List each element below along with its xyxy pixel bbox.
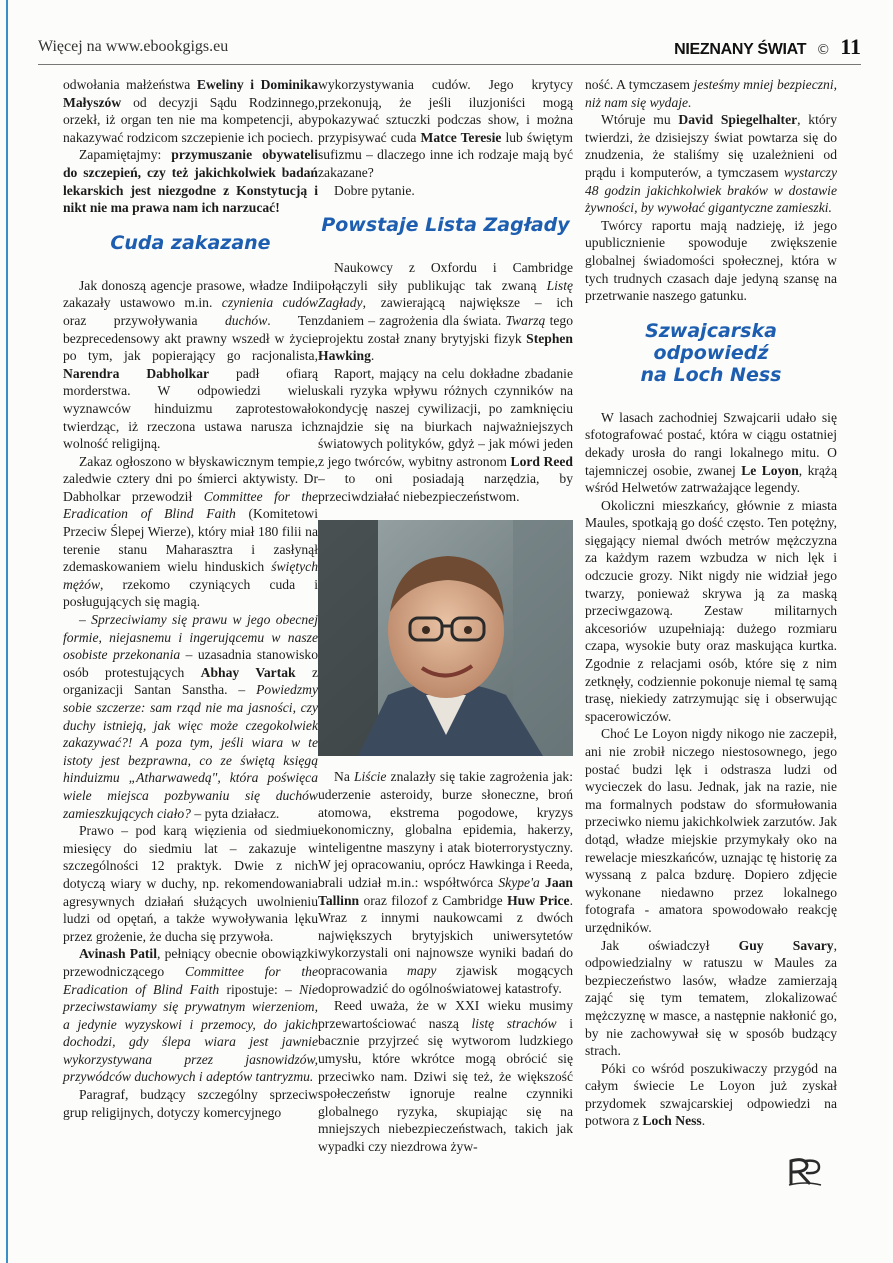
paragraph: Prawo – pod karą więzienia od siedmiu miesięcy do siedmiu lat – zakazuje w szczególności 12 praktyk. Dwie z nich dotyczą wiary w duchy, np. rekomendowania agresywnych działań służących uwolnieniu ludzi od opętań, a także wywoływania lęku przez grożenie, że ducha się przywoła.: [63, 823, 318, 944]
column-1: [63, 76, 318, 1121]
section-heading: [585, 320, 837, 386]
paragraph: Wtóruje mu David Spiegelhalter, który twierdzi, że dzisiejszy świat powtarza się do znudzenia, że staliśmy się uzależnieni od prądu i komputerów, a tymczasem wystarczy 48 godzin jakichkolwiek braków w dostawie żywności, by wywołać gigantyczne zamieszki.: [585, 112, 837, 216]
paragraph: odwołania małżeństwa Eweliny i Dominika Małyszów od decyzji Sądu Rodzinnego, orzekł, iż organ ten nie ma kompetencji, aby nakazywać rodzicom szczepienie ich pociech.: [63, 77, 318, 145]
header-rule: [38, 64, 861, 65]
page-header: [38, 34, 861, 64]
header-website-text: Więcej na www.ebookgigs.eu: [38, 38, 229, 55]
paragraph: Zakaz ogłoszono w błyskawicznym tempie, zaledwie cztery dni po śmierci aktywisty. Dr Dabholkar przewodził Committee for the Eradication of Blind Faith (Komitetowi Przeciw Ślepej Wierze), który miał 180 filii na terenie stanu Maharasztra i zasłynął zdemaskowaniem wielu hinduskich świętych mężów, rzekomo czyniących cuda i posługujących się magią.: [63, 453, 318, 610]
paragraph: Paragraf, budzący szczególny sprzeciw grup religijnych, dotyczy komercyjnego: [63, 1087, 318, 1120]
header-right: [674, 34, 861, 60]
paragraph: Na Liście znalazły się takie zagrożenia jak: uderzenie asteroidy, burze słoneczne, broń atomowa, ekstrema pogodowe, kryzys ekonomiczny, globalna epidemia, hakerzy, inteligentne maszyny i atak bioterrorystyczny. W jej opracowaniu, oprócz Hawkinga i Reeda, brali udział m.in.: współtwórca Skype'a Jaan Tallinn oraz filozof z Cambridge Huw Price. Wraz z innymi naukowcami z dwóch największych brytyjskich uniwersytetów wykorzystali oni najnowsze wyniki badań do opracowania mapy zjawisk mogących doprowadzić do ogólnoświatowej katastrofy.: [318, 769, 574, 996]
paragraph: W lasach zachodniej Szwajcarii udało się sfotografować postać, która w ciągu ostatniej dekady urosła do rangi lokalnego mitu. O tajemniczej osobie, zwanej Le Loyon, krążą wśród Helwetów zatrważające legendy.: [585, 409, 837, 496]
paragraph: Póki co wśród poszukiwaczy przygód na całym świecie Le Loyon już zyskał przydomek szwajcarskiej odpowiedzi na potwora z Loch Ness.: [585, 1060, 837, 1129]
paragraph: Raport, mający na celu dokładne zbadanie skali ryzyka wpływu różnych czynników na kondycję naszej cywilizacji, po zamknięciu znajdzie się na biurkach najważniejszych światowych polityków, gdyż – jak mówi jeden z jego twórców, wybitny astronom Lord Reed – to oni posiadają narzędzia, by przeciwdziałać niebezpieczeństwom.: [318, 365, 573, 504]
paragraph: Reed uważa, że w XXI wieku musimy przewartościować naszą listę strachów i bacznie przyjrzeć się wytworom ludzkiego umysłu, które wkrótce mogą obrócić się przeciwko nam. Dziwi się też, że większość społeczeństw ignoruje realne czynniki globalnego ryzyka, skupiając się na mniejszych niebezpieczeństwach, takich jak wypadki czy niezdrowa żyw-: [318, 998, 573, 1154]
magazine-title: NIEZNANY ŚWIAT: [674, 41, 807, 58]
paragraph: Dobre pytanie.: [334, 182, 415, 198]
paragraph: Naukowcy z Oxfordu i Cambridge połączyli siły publikując tak zwaną Listę Zagłady, zawierającą największe – ich zdaniem – zagrożenia dla świata. Twarzą tego projektu został znany brytyjski fizyk Stephen Hawking.: [318, 260, 573, 364]
column-3: [585, 76, 837, 1130]
paragraph: Avinash Patil, pełniący obecnie obowiązki przewodniczącego Committee for the Eradication of Blind Faith ripostuje: – Nie przeciwstawiamy się prywatnym wierzeniom, a jedynie wyzyskowi i przemocy, do jakich dochodzi, gdy ślepa wiara jest jawnie wykorzystywana przez jasnowidzów, przywódców duchowych i adeptów tantryzmu.: [63, 946, 318, 1085]
heading-line: na Loch Ness: [640, 363, 782, 386]
author-monogram-icon: [785, 1155, 825, 1187]
page-number: 11: [840, 34, 861, 59]
paragraph: Twórcy raportu mają nadzieję, iż jego upublicznienie spowoduje zwiększenie globalnej świadomości społecznej, która w tych trudnych czasach daje jedyną szansę na przetrwanie naszego gatunku.: [585, 217, 837, 304]
heading-line: Szwajcarska odpowiedź: [645, 319, 777, 364]
column-2: [318, 76, 573, 1156]
paragraph: Choć Le Loyon nigdy nikogo nie zaczepił, ani nie zrobił niczego niestosownego, jego postać budzi lęk i odstrasza ludzi od wycieczek do lasu. Jednak, jak na razie, nie ma formalnych podstaw do sformułowania przeciwko niemu jakichkolwiek zarzutów. Jak dotąd, władze miejskie przymykały oko na rewelacje mieszkańców, uznając tę historię za wyssaną z palca bzdurę. Dopiero zdjęcie wykonane niedawno przez lokalnego fotografa - amatora spowodowało reakcję urzędników.: [585, 726, 837, 935]
paragraph: ność. A tymczasem jesteśmy mniej bezpieczni, niż nam się wydaje.: [585, 77, 837, 110]
section-heading: Cuda zakazane: [110, 231, 271, 254]
paragraph: Zapamiętajmy: przymuszanie obywateli do szczepień, czy też jakichkolwiek badań lekarskich jest niezgodne z Konstytucją i nikt nie ma prawa nam ich narzucać!: [63, 147, 318, 216]
section-heading: Powstaje Lista Zagłady: [321, 214, 570, 237]
paragraph: – Sprzeciwiamy się prawu w jego obecnej formie, niejasnemu i ingerującemu w nasze osobiste przekonania – uzasadnia stanowisko osób protestujących Abhay Vartak z organizacji Santan Sanstha. – Powiedzmy sobie szczerze: sam rząd nie ma jasności, czy duchy istnieją, jak więc może czegokolwiek zakazywać?! A poza tym, jeśli wiara w te istoty jest bezprawna, co ze świętą księgą hinduizmu „Atharwawedą", która poświęca wiele miejsca pozbywaniu się duchów zamieszkujących ciało? – pyta działacz.: [63, 612, 319, 821]
paragraph: wykorzystywania cudów. Jego krytycy przekonują, że jeśli iluzjoniści mogą pokazywać sztuczki podczas show, i można przypisywać cuda Matce Teresie lub świętym sufizmu – dlaczego inne ich rodzaje mają być zakazane?: [318, 77, 573, 180]
paragraph: Jak donoszą agencje prasowe, władze Indii zakazały ustawowo m.in. czynienia cudów oraz przywoływania duchów. Ten bezprecedensowy akt prawny wszedł w życie po tym, jak popierający go racjonalista, Narendra Dabholkar padł ofiarą morderstwa. W odpowiedzi wielu wyznawców hinduizmu zaprotestowało twierdząc, iż rzeczona ustawa narusza ich wolność religijną.: [63, 277, 318, 452]
page-edge-line: [6, 0, 8, 1263]
paragraph: Jak oświadczył Guy Savary, odpowiedzialny w ratuszu w Maules za bezpieczeństwo lasów, władze zamierzają zająć się tym tematem, zlokalizować mężczyznę w masce, a następnie nakłonić go, by nie zachowywał się w sposób budzący strach.: [585, 937, 837, 1059]
portrait-photo: [318, 520, 573, 756]
copyright-symbol: ©: [816, 42, 831, 58]
paragraph: Okoliczni mieszkańcy, głównie z miasta Maules, spotkają go dość często. Ten potężny, sięgający niemal dwóch metrów mężczyzna za każdym razem wzbudza w nich lęk i odczucie grozy. Nikt nigdy nie widział jego twarzy, ponieważ skrywa ją za maską przeciwgazową. Zestaw militarnych akcesoriów uzupełniają: dużego rozmiaru czapa, wysokie buty oraz maskująca kurtka. Zgodnie z relacjami osób, które się z nim zetknęły, codziennie pokonuje niemal tę samą trasę, niekiedy zatrzymując się i obserwując spacerowiczów.: [585, 497, 837, 724]
